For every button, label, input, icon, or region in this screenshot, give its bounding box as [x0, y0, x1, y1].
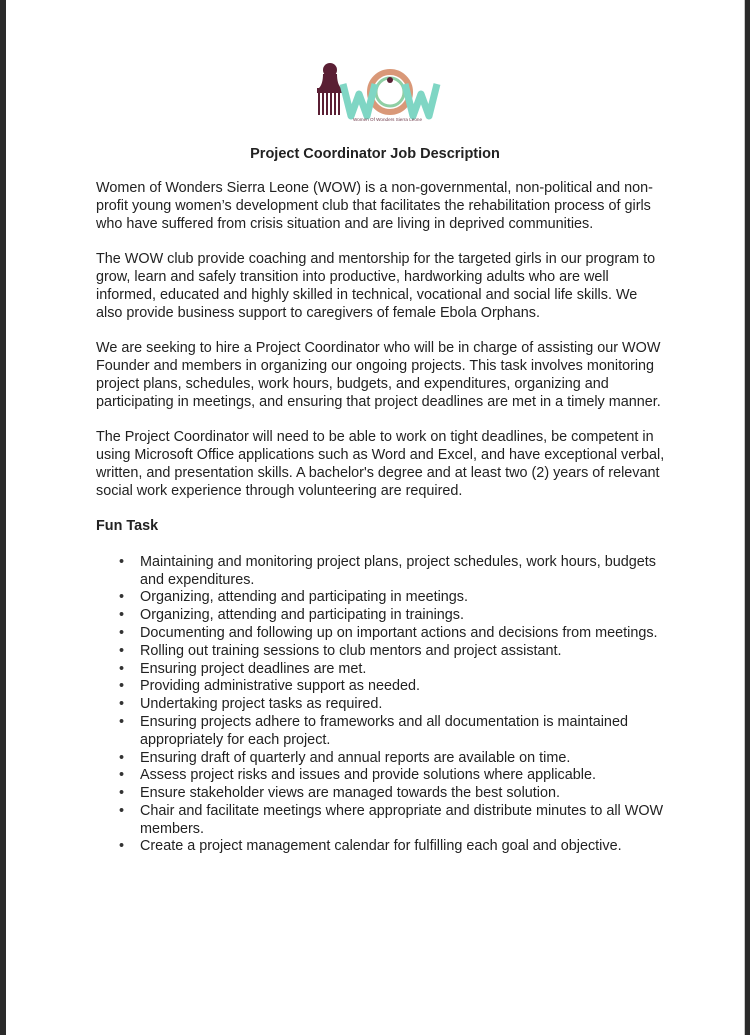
wow-logo — [313, 58, 449, 126]
list-item: • Rolling out training sessions to club mentors and project assistant. — [140, 643, 666, 661]
services-paragraph: The WOW club provide coaching and mentorship for the targeted girls in our program to grow, learn and safely transition into productive, hardworking adults who are well informed, educated and highly skilled in technical, vocational and social life skills. We also provide business support to caregivers of female Ebola Orphans. — [96, 251, 656, 321]
list-item: • Ensuring draft of quarterly and annual reports are available on time. — [140, 750, 666, 768]
requirements-paragraph: The Project Coordinator will need to be able to work on tight deadlines, be competent in using Microsoft Office applications such as Word and Excel, and have exceptional verbal, written, and presentation skills. A bachelor's degree and at least two (2) years of relevant social work experience through volunteering are required. — [96, 429, 665, 499]
list-item: • Ensure stakeholder views are managed towards the best solution. — [140, 785, 666, 803]
document-body — [96, 180, 666, 856]
list-item: • Providing administrative support as needed. — [140, 678, 666, 696]
afro-comb-icon — [317, 63, 343, 115]
document-title: Project Coordinator Job Description — [250, 146, 500, 162]
document-page — [6, 0, 745, 1035]
list-item: • Documenting and following up on important actions and decisions from meetings. — [140, 625, 666, 643]
list-item: • Maintaining and monitoring project plans, project schedules, work hours, budgets and expenditures. — [140, 554, 666, 590]
list-item: • Create a project management calendar for fulfilling each goal and objective. — [140, 838, 666, 856]
role-paragraph: We are seeking to hire a Project Coordinator who will be in charge of assisting our WOW Founder and members in organizing our ongoing projects. This task involves monitoring project plans, schedules, work hours, budgets, and expenditures, organizing and participating in meetings, and ensuring that project deadlines are met in a timely manner. — [96, 340, 661, 410]
list-item: • Organizing, attending and participating in trainings. — [140, 607, 666, 625]
section-title: Fun Task — [96, 518, 159, 535]
wow-logo-graphic — [313, 58, 449, 126]
list-item: • Organizing, attending and participating in meetings. — [140, 589, 666, 607]
intro-paragraph: Women of Wonders Sierra Leone (WOW) is a non-governmental, non-political and non-profit young women’s development club that facilitates the rehabilitation process of girls who have suffered from crisis situation and are living in deprived communities. — [96, 180, 653, 232]
list-item: • Ensuring project deadlines are met. — [140, 661, 666, 679]
list-item: • Chair and facilitate meetings where appropriate and distribute minutes to all WOW members. — [140, 803, 666, 839]
task-list — [96, 554, 666, 857]
list-item: • Assess project risks and issues and provide solutions where applicable. — [140, 767, 666, 785]
list-item: • Undertaking project tasks as required. — [140, 696, 666, 714]
list-item: • Ensuring projects adhere to frameworks and all documentation is maintained appropriately for each project. — [140, 714, 666, 750]
logo-tagline: Women Of Wonders Sierra Leone — [353, 117, 423, 122]
